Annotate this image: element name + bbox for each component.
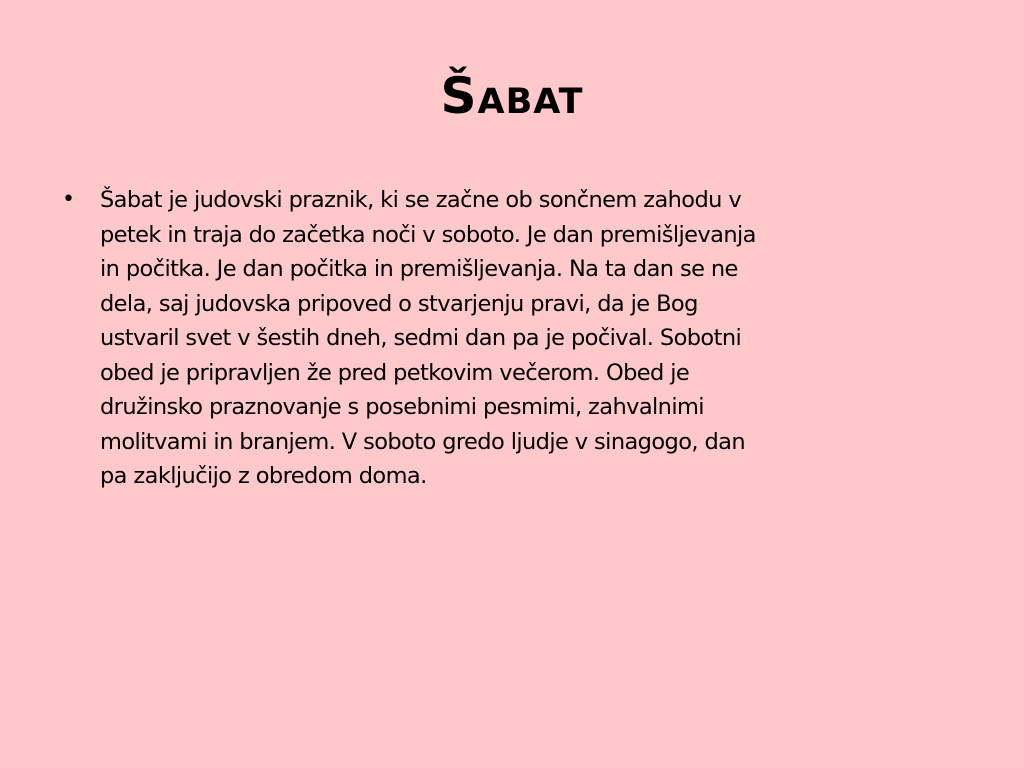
slide-title: Šabat xyxy=(440,67,584,125)
bullet-text-line: in počitka. Je dan počitka in premišljevanja. Na ta dan se ne xyxy=(100,256,738,282)
bullet-text-line: dela, saj judovska pripoved o stvarjenju pravi, da je Bog xyxy=(100,290,698,317)
bullet-marker: • xyxy=(62,187,75,212)
bullet-text-line: družinsko praznovanje s posebnimi pesmimi, zahvalnimi xyxy=(100,394,704,420)
bullet-text-line: molitvami in branjem. V soboto gredo ljudje v sinagogo, dan xyxy=(100,428,746,455)
bullet-text-line: pa zaključijo z obredom doma. xyxy=(100,463,427,489)
bullet-text-line: Šabat je judovski praznik, ki se začne ob sončnem zahodu v xyxy=(100,187,742,213)
bullet-text-line: obed je pripravljen že pred petkovim večerom. Obed je xyxy=(100,359,690,386)
bullet-item xyxy=(62,183,972,494)
bullet-list xyxy=(62,183,972,494)
bullet-text-line: petek in traja do začetka noči v soboto. Je dan premišljevanja xyxy=(100,221,756,248)
bullet-text-line: ustvaril svet v šestih dneh, sedmi dan pa je počival. Sobotni xyxy=(100,325,742,351)
